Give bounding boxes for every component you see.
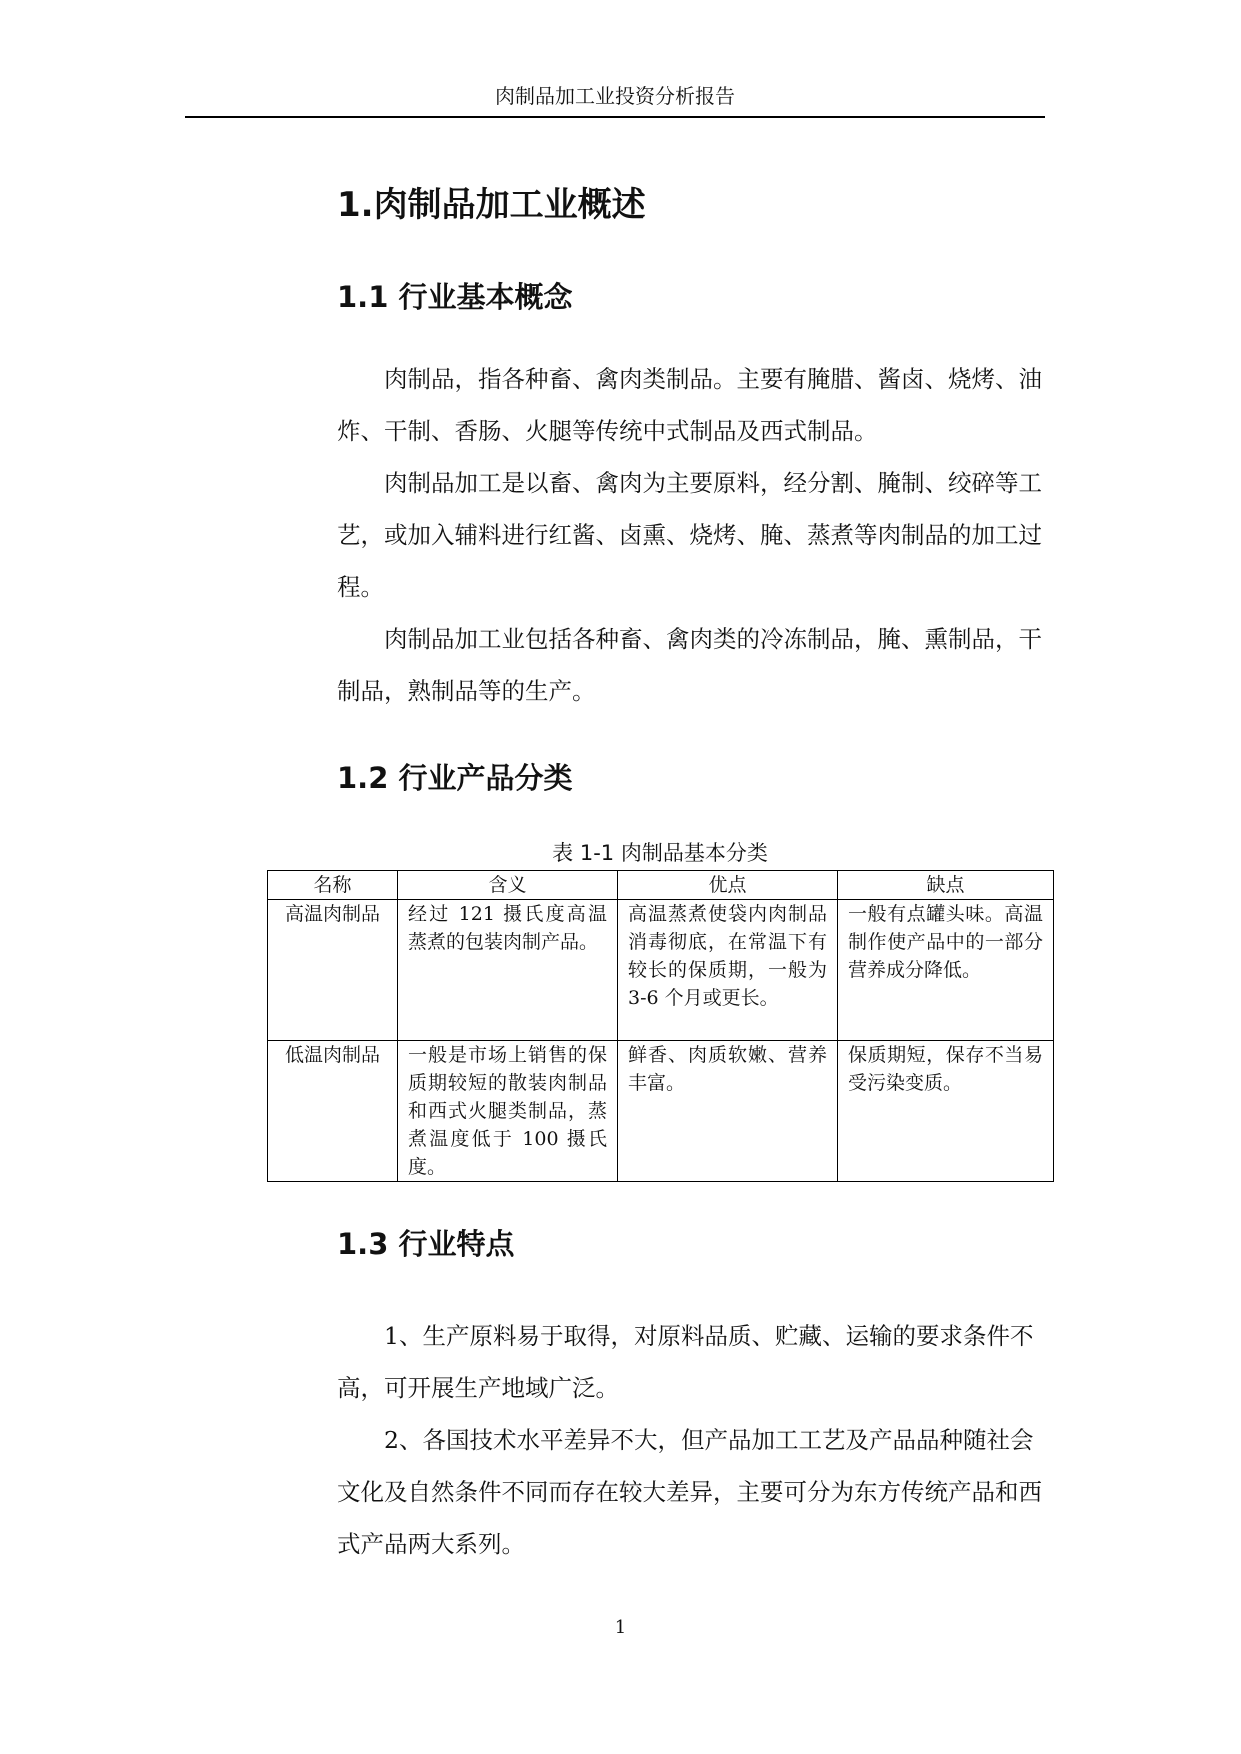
cell-name: 高温肉制品 [268, 900, 398, 1041]
section-1-1-title: 1.1 行业基本概念 [337, 280, 573, 314]
cell-cons: 保质期短，保存不当易受污染变质。 [838, 1041, 1054, 1182]
paragraph-1-3-a: 1、生产原料易于取得，对原料品质、贮藏、运输的要求条件不高，可开展生产地域广泛。 [337, 1322, 1034, 1402]
paragraph-1-1-b: 肉制品加工是以畜、禽肉为主要原料，经分割、腌制、绞碎等工艺，或加入辅料进行红酱、卤熏、烧烤、腌、蒸煮等肉制品的加工过程。 [337, 469, 1042, 601]
section-1-3-title: 1.3 行业特点 [337, 1227, 515, 1261]
header-cons: 缺点 [838, 871, 1054, 900]
paragraph-1-1-a: 肉制品，指各种畜、禽肉类制品。主要有腌腊、酱卤、烧烤、油炸、干制、香肠、火腿等传统中式制品及西式制品。 [337, 365, 1042, 445]
paragraph-1-1-c: 肉制品加工业包括各种畜、禽肉类的冷冻制品，腌、熏制品，干制品，熟制品等的生产。 [337, 625, 1042, 705]
classification-table [267, 870, 1054, 1182]
running-header: 肉制品加工业投资分析报告 [495, 84, 735, 108]
cell-pros: 高温蒸煮使袋内肉制品消毒彻底，在常温下有较长的保质期，一般为 3-6 个月或更长。 [618, 900, 838, 1041]
table-header-row [268, 871, 1054, 900]
table-row [268, 900, 1054, 1041]
table-row [268, 1041, 1054, 1182]
header-meaning: 含义 [398, 871, 618, 900]
header-pros: 优点 [618, 871, 838, 900]
cell-meaning: 一般是市场上销售的保质期较短的散装肉制品和西式火腿类制品，蒸煮温度低于 100 摄氏度。 [398, 1041, 618, 1182]
cell-pros: 鲜香、肉质软嫩、营养丰富。 [618, 1041, 838, 1182]
cell-cons: 一般有点罐头味。高温制作使产品中的一部分营养成分降低。 [838, 900, 1054, 1041]
table-caption: 表 1-1 肉制品基本分类 [552, 841, 768, 865]
paragraph-1-3-b: 2、各国技术水平差异不大，但产品加工工艺及产品品种随社会文化及自然条件不同而存在较大差异，主要可分为东方传统产品和西式产品两大系列。 [337, 1426, 1042, 1558]
chapter-title: 1.肉制品加工业概述 [337, 185, 646, 225]
header-name: 名称 [268, 871, 398, 900]
cell-name: 低温肉制品 [268, 1041, 398, 1182]
cell-meaning: 经过 121 摄氏度高温蒸煮的包装肉制产品。 [398, 900, 618, 1041]
header-rule [185, 116, 1045, 118]
page-number: 1 [614, 1617, 627, 1638]
section-1-2-title: 1.2 行业产品分类 [337, 761, 573, 795]
